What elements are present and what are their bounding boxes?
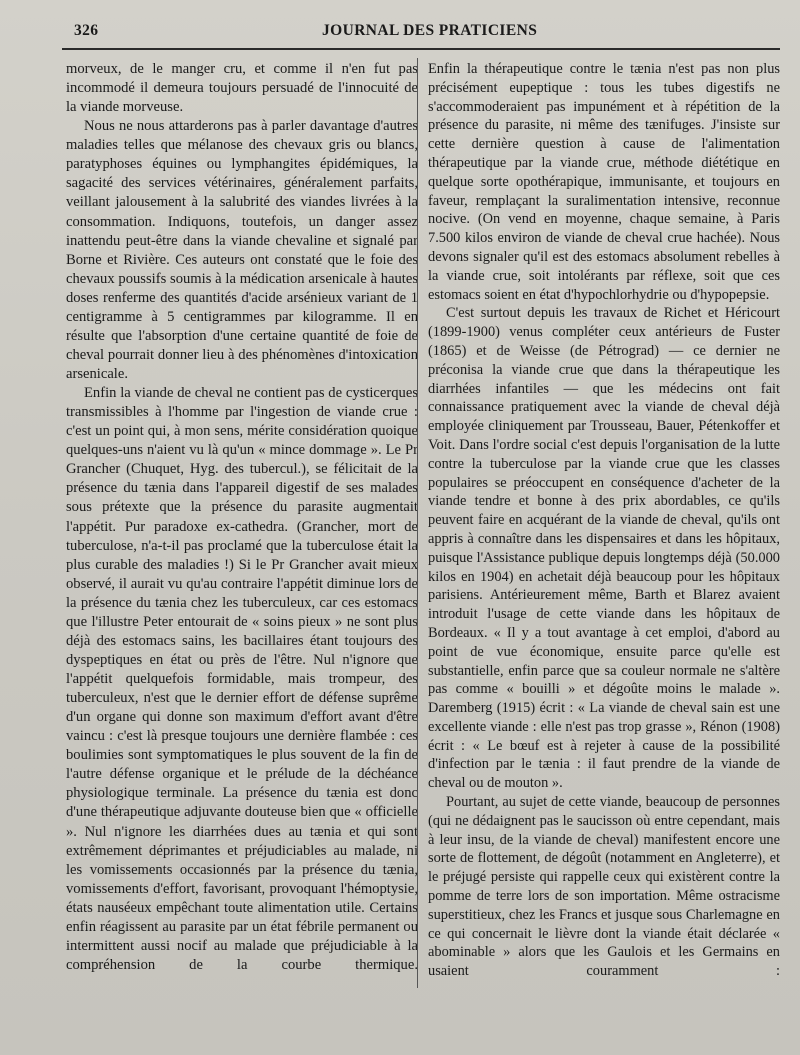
paragraph: Enfin la viande de cheval ne contient pas de cysticerques transmissibles à l'homme par l'ingestion de viande crue : c'est un point qui, à mon sens, mérite considération quoique quelques-uns n'aient vu là qu'un « mince dommage ». Le Pr Grancher (Chuquet, Hyg. des tubercul.), se félicitait de la présence du tænia dans l'appareil digestif de ses malades sous prétexte que la présence du parasite augmentait l'appétit. Pur paradoxe ex-cathedra. (Grancher, mort de tuberculose, n'a-t-il pas proclamé que la tuberculose était la plus curable des maladies !) Si le Pr Grancher avait mieux observé, il aurait vu qu'au contraire l'appétit diminue lors de la présence du tænia chez les tuberculeux, car ces estomacs que l'illustre Peter entourait de « soins pieux » ne sont plus déjà des estomacs sains, les bacillaires étant toujours des dyspeptiques en état ou près de l'être. Nul n'ignore que l'appétit quelquefois formidable, mais trompeur, des tuberculeux, n'est que le dernier effort de défense suprême d'un organe qui donne son maximum d'effort avant d'être vaincu : c'est là presque toujours une dernière flambée : ces boulimies sont symptomatiques le plus souvent de la fin de l'autre défense organique et le prélude de la déchéance physiologique terminale. La présence du tænia est donc d'une thérapeutique adjuvante douteuse bien que « officielle ». Nul n'ignore les diarrhées dues au tænia et qui sont extrêmement déprimantes et préjudiciables au malade, ni les vomissements occasionnés par la présence du tænia, vomissements d'effort, favorisant, provoquant l'hémoptysie, états nauséeux empêchant toute alimentation utile. Certains enfin réagissent au parasite par un état fébrile permanent ou intermittent aussi nocif au malade que préjudiciable à la compréhension de la courbe thermique. xyxy=(66,385,418,973)
paragraph: Pourtant, au sujet de cette viande, beaucoup de personnes (qui ne dédaignent pas le saucisson où entre cependant, mais à leur insu, de la viande de cheval) manifestent encore une sorte de flottement, de dégoût (notamment en Angleterre), et le préjugé persiste qui rappelle ceux qui existèrent contre la pomme de terre lors de son importation. Même ostracisme superstitieux, chez les Francs et jusque sous Charlemagne en ce qui concernait le lièvre dont la viande était déclarée « abominable » alors que les Gaulois et les Germains en usaient couramment : xyxy=(428,794,780,980)
header-rule xyxy=(62,48,780,50)
page-header xyxy=(62,18,772,44)
journal-title: JOURNAL DES PRATICIENS xyxy=(322,22,538,39)
right-column xyxy=(428,60,780,981)
paragraph: morveux, de le manger cru, et comme il n'en fut pas incommodé il demeura toujours persuadé de l'innocuité de la viande morveuse. xyxy=(66,61,418,116)
column-divider xyxy=(417,58,418,988)
left-column xyxy=(66,60,418,975)
paragraph: C'est surtout depuis les travaux de Richet et Héricourt (1899-1900) venus compléter ceux antérieurs de Fuster (1865) et de Weisse (de Pétrograd) — ce dernier ne préconisa la viande crue que dans la thérapeutique les diarrhées infantiles — que les médecins ont fait connaissance pratiquement avec la viande de cheval déjà employée cliniquement par Trousseau, Bauer, Pétenkoffer et Voit. Dans l'ordre social c'est depuis l'organisation de la lutte contre la tuberculose par la viande crue que les classes populaires se préoccupent en conséquence d'acheter de la viande tendre et bonne à des prix abordables, ce qu'ils peuvent faire en acquérant de la viande de cheval, qu'ils ont appris à connaître dans les dispensaires et dans les hôpitaux, puisque l'Assistance publique depuis longtemps déjà (50.000 kilos en 1904) en achetait déjà beaucoup pour les hôpitaux parisiens. Antérieurement même, Barth et Blarez avaient introduit l'usage de cette viande dans les hôpitaux de Bordeaux. « Il y a tout avantage à cet emploi, d'abord au point de vue économique, ensuite parce qu'elle est substantielle, enfin parce que sa couleur normale ne s'altère pas comme « bouilli » et dégoûte moins le malade ». Daremberg (1915) écrit : « La viande de cheval sain est une excellente viande : elle n'est pas trop grasse », Rénon (1908) écrit : « Le bœuf est à rejeter à cause de la possibilité d'infection par le tænia : il faut prendre de la viande de cheval ou de mouton ». xyxy=(428,305,780,792)
paragraph: Nous ne nous attarderons pas à parler davantage d'autres maladies telles que mélanose des chevaux gris ou blancs, paratyphoses équines ou lymphangites épidémiques, la sagacité des services vétérinaires, généralement parfaits, veillant jalousement à la salubrité des viandes livrées à la consommation. Indiquons, toutefois, un danger assez inattendu peut-être dans la viande chevaline et signalé par Borne et Rivière. Ces auteurs ont constaté que le foie des chevaux poussifs soumis à la médication arsenicale à hautes doses renferme des quantités d'acide arsénieux variant de 1 centigramme à 5 centigrammes par kilogramme. Il en résulte que l'absorption d'une certaine quantité de foie de cheval pourrait donner lieu à des phénomènes d'intoxication arsenicale. xyxy=(66,118,418,382)
paragraph: Enfin la thérapeutique contre le tænia n'est pas non plus précisément eupeptique : tous les tubes digestifs ne s'accommoderaient pas impunément et à répétition de la présence du parasite, ni même des tænifuges. J'insiste sur cette dernière question à cause de l'alimentation thérapeutique par la viande crue, méthode diététique en quelque sorte opothérapique, immunisante, et toujours en faveur, remplaçant la suralimentation intensive, reconnue nocive. (On vend en moyenne, chaque semaine, à Paris 7.500 kilos environ de viande de cheval crue hachée). Nous devons signaler qu'il est des estomacs absolument rebelles à la viande crue, soit intolérants par réflexe, soit que ces estomacs soient en état d'hypochlorhydrie ou d'hypopepsie. xyxy=(428,61,780,303)
page-number: 326 xyxy=(74,22,99,39)
